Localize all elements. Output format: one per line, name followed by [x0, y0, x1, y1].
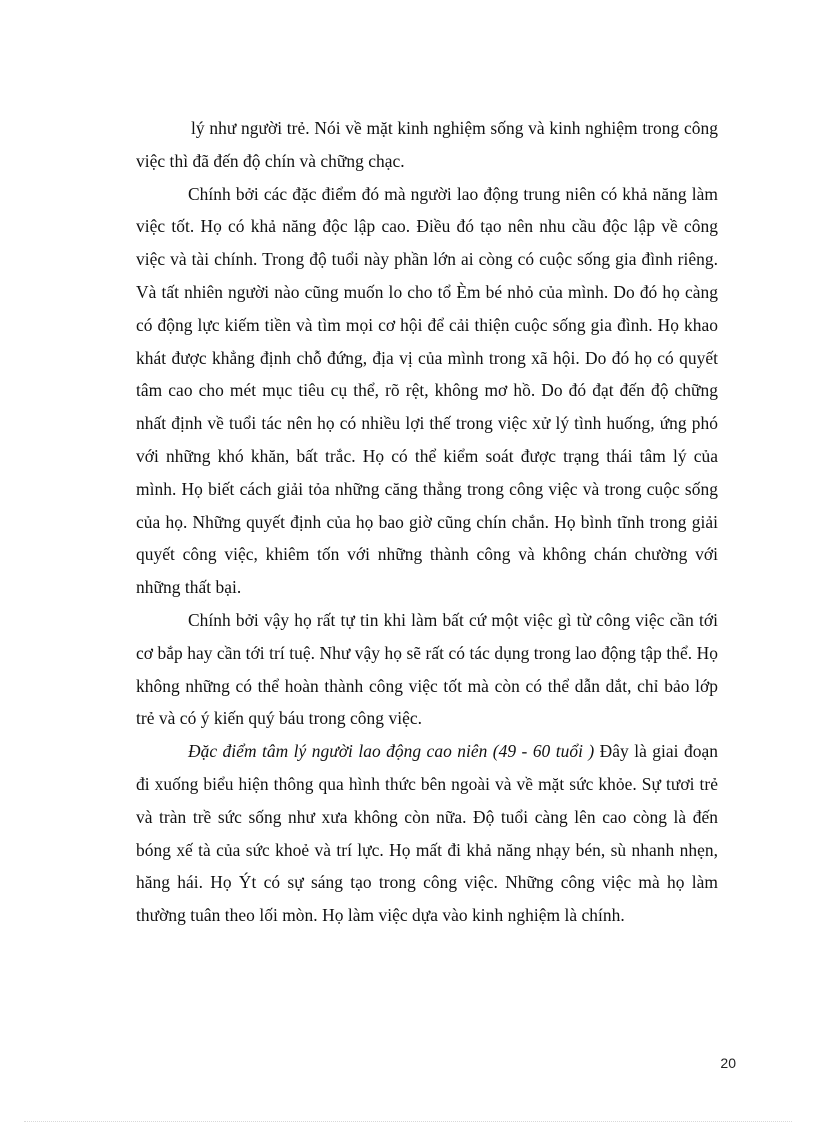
paragraph-text: Đây là giai đoạn đi xuống biểu hiện thông qua hình thức bên ngoài và về mặt sức khỏe. Sự tươi trẻ và tràn trề sức sống như xưa không còn nữa. Độ tuổi càng lên cao còng là đến bóng xế tà của sức khoẻ và trí lực. Họ mất đi khả năng nhạy bén, sù nhanh nhẹn, hăng hái. Họ Ýt có sự sáng tạo trong công việc. Những công việc mà họ làm thường tuân theo lối mòn. Họ làm việc dựa vào kinh nghiệm là chính. — [136, 741, 718, 926]
paragraph-text: Chính bởi các đặc điểm đó mà người lao động trung niên có khả năng làm việc tốt. Họ có khả năng độc lập cao. Điều đó tạo nên nhu cầu độc lập về công việc và tài chính. Trong độ tuổi này phần lớn ai còng có cuộc sống gia đình riêng. Và tất nhiên người nào cũng muốn lo cho tổ Èm bé nhỏ của mình. Do đó họ càng có động lực kiếm tiền và tìm mọi cơ hội để cải thiện cuộc sống gia đình. Họ khao khát được khẳng định chỗ đứng, địa vị của mình trong xã hội. Do đó họ có quyết tâm cao cho mét mục tiêu cụ thể, rõ rệt, không mơ hồ. Do đó đạt đến độ chững nhất định về tuổi tác nên họ có nhiều lợi thế trong việc xử lý tình huống, ứng phó với những khó khăn, bất trắc. Họ có thể kiểm soát được trạng thái tâm lý của mình. Họ biết cách giải tỏa những căng thẳng trong công việc và trong cuộc sống của họ. Những quyết định của họ bao giờ cũng chín chắn. Họ bình tĩnh trong giải quyết công việc, khiêm tốn với những thành công và không chán chường với những thất bại. — [136, 183, 718, 598]
page-number: 20 — [720, 1055, 736, 1071]
paragraph-confidence — [136, 604, 718, 735]
page-bottom-border — [24, 1121, 792, 1122]
paragraph-senior-workers — [136, 735, 718, 932]
body-text — [136, 112, 718, 932]
paragraph-text: lý như người trẻ. Nói về mặt kinh nghiệm sống và kinh nghiệm trong công việc thì đã đến độ chín và chững chạc. — [136, 118, 718, 171]
paragraph-text: Chính bởi vậy họ rất tự tin khi làm bất cứ một việc gì từ công việc cần tới cơ bắp hay cần tới trí tuệ. Như vậy họ sẽ rất có tác dụng trong lao động tập thể. Họ không những có thể hoàn thành công việc tốt mà còn có thể dẫn dắt, chỉ bảo lớp trẻ và có ý kiến quý báu trong công việc. — [136, 609, 718, 729]
paragraph-continuation — [136, 112, 718, 178]
section-lead-italic: Đặc điểm tâm lý người lao động cao niên (49 - 60 tuổi ) — [188, 741, 595, 762]
paragraph-middle-aged-abilities — [136, 178, 718, 604]
